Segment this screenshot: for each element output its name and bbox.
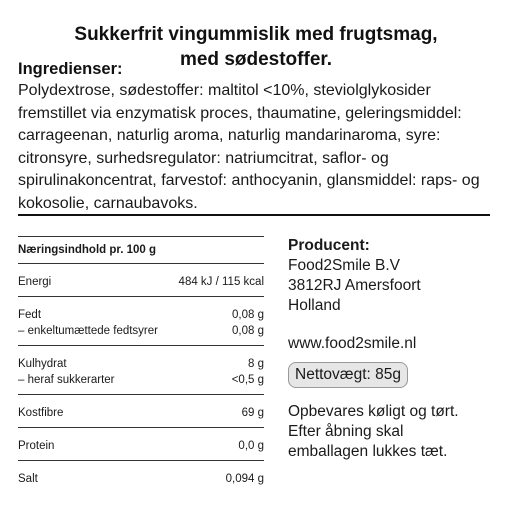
nutrition-value: 8 g xyxy=(248,358,264,370)
nutrition-heading: Næringsindhold pr. 100 g xyxy=(18,236,264,264)
nutrition-value: 0,094 g xyxy=(225,473,264,485)
nutrition-row-protein xyxy=(18,428,264,461)
producer-country: Holland xyxy=(288,297,341,314)
producer-website: www.food2smile.nl xyxy=(288,335,417,352)
nutrition-label: Energi xyxy=(18,276,52,288)
producer-name: Food2Smile B.V xyxy=(288,257,400,274)
nutrition-label: Fedt xyxy=(18,309,42,321)
title-line-1: Sukkerfrit vingummislik med frugtsmag, xyxy=(74,24,438,45)
nutrition-sub-label: – enkeltumættede fedtsyrer xyxy=(18,325,158,337)
nutrition-row-salt xyxy=(18,461,264,493)
nutrition-row-fat xyxy=(18,297,264,346)
producer-address: 3812RJ Amersfoort xyxy=(288,277,421,294)
producer-label: Producent: xyxy=(288,237,370,254)
divider-rule xyxy=(18,214,490,216)
nutrition-label: Kulhydrat xyxy=(18,358,67,370)
ingredients-heading: Ingredienser: xyxy=(18,60,123,78)
storage-line: emballagen lukkes tæt. xyxy=(288,443,448,460)
nutrition-label: Salt xyxy=(18,473,38,485)
net-weight-badge: Nettovægt: 85g xyxy=(288,362,408,388)
storage-instructions xyxy=(288,402,498,462)
producer-block xyxy=(288,236,498,462)
nutrition-value: 0,0 g xyxy=(238,440,264,452)
nutrition-row-carbs xyxy=(18,346,264,395)
ingredients-text: Polydextrose, sødestoffer: maltitol <10%, steviolglykosider fremstillet via enzymatisk proces, thaumatine, geleringsmiddel: carrageenan, naturlig aroma, naturlig mandarinaroma, syre: citronsyre, surhedsregulator: natriumcitrat, saflor- og spirulinakoncentrat, farvestof: anthocyanin, glansmiddel: raps- og kokosolie, carnaubavoks. xyxy=(18,82,480,212)
nutrition-value: 484 kJ / 115 kcal xyxy=(178,276,264,288)
nutrition-value: 69 g xyxy=(241,407,264,419)
nutrition-sub-label: – heraf sukkerarter xyxy=(18,374,115,386)
storage-line: Efter åbning skal xyxy=(288,423,404,440)
nutrition-table xyxy=(18,236,264,493)
nutrition-row-energy xyxy=(18,264,264,297)
storage-line: Opbevares køligt og tørt. xyxy=(288,403,459,420)
nutrition-sub-value: <0,5 g xyxy=(231,374,264,386)
nutrition-label: Kostfibre xyxy=(18,407,64,419)
nutrition-sub-value: 0,08 g xyxy=(232,325,264,337)
nutrition-value: 0,08 g xyxy=(232,309,264,321)
title-line-2: med sødestoffer. xyxy=(179,49,333,70)
nutrition-label: Protein xyxy=(18,440,55,452)
nutrition-row-fibre xyxy=(18,395,264,428)
